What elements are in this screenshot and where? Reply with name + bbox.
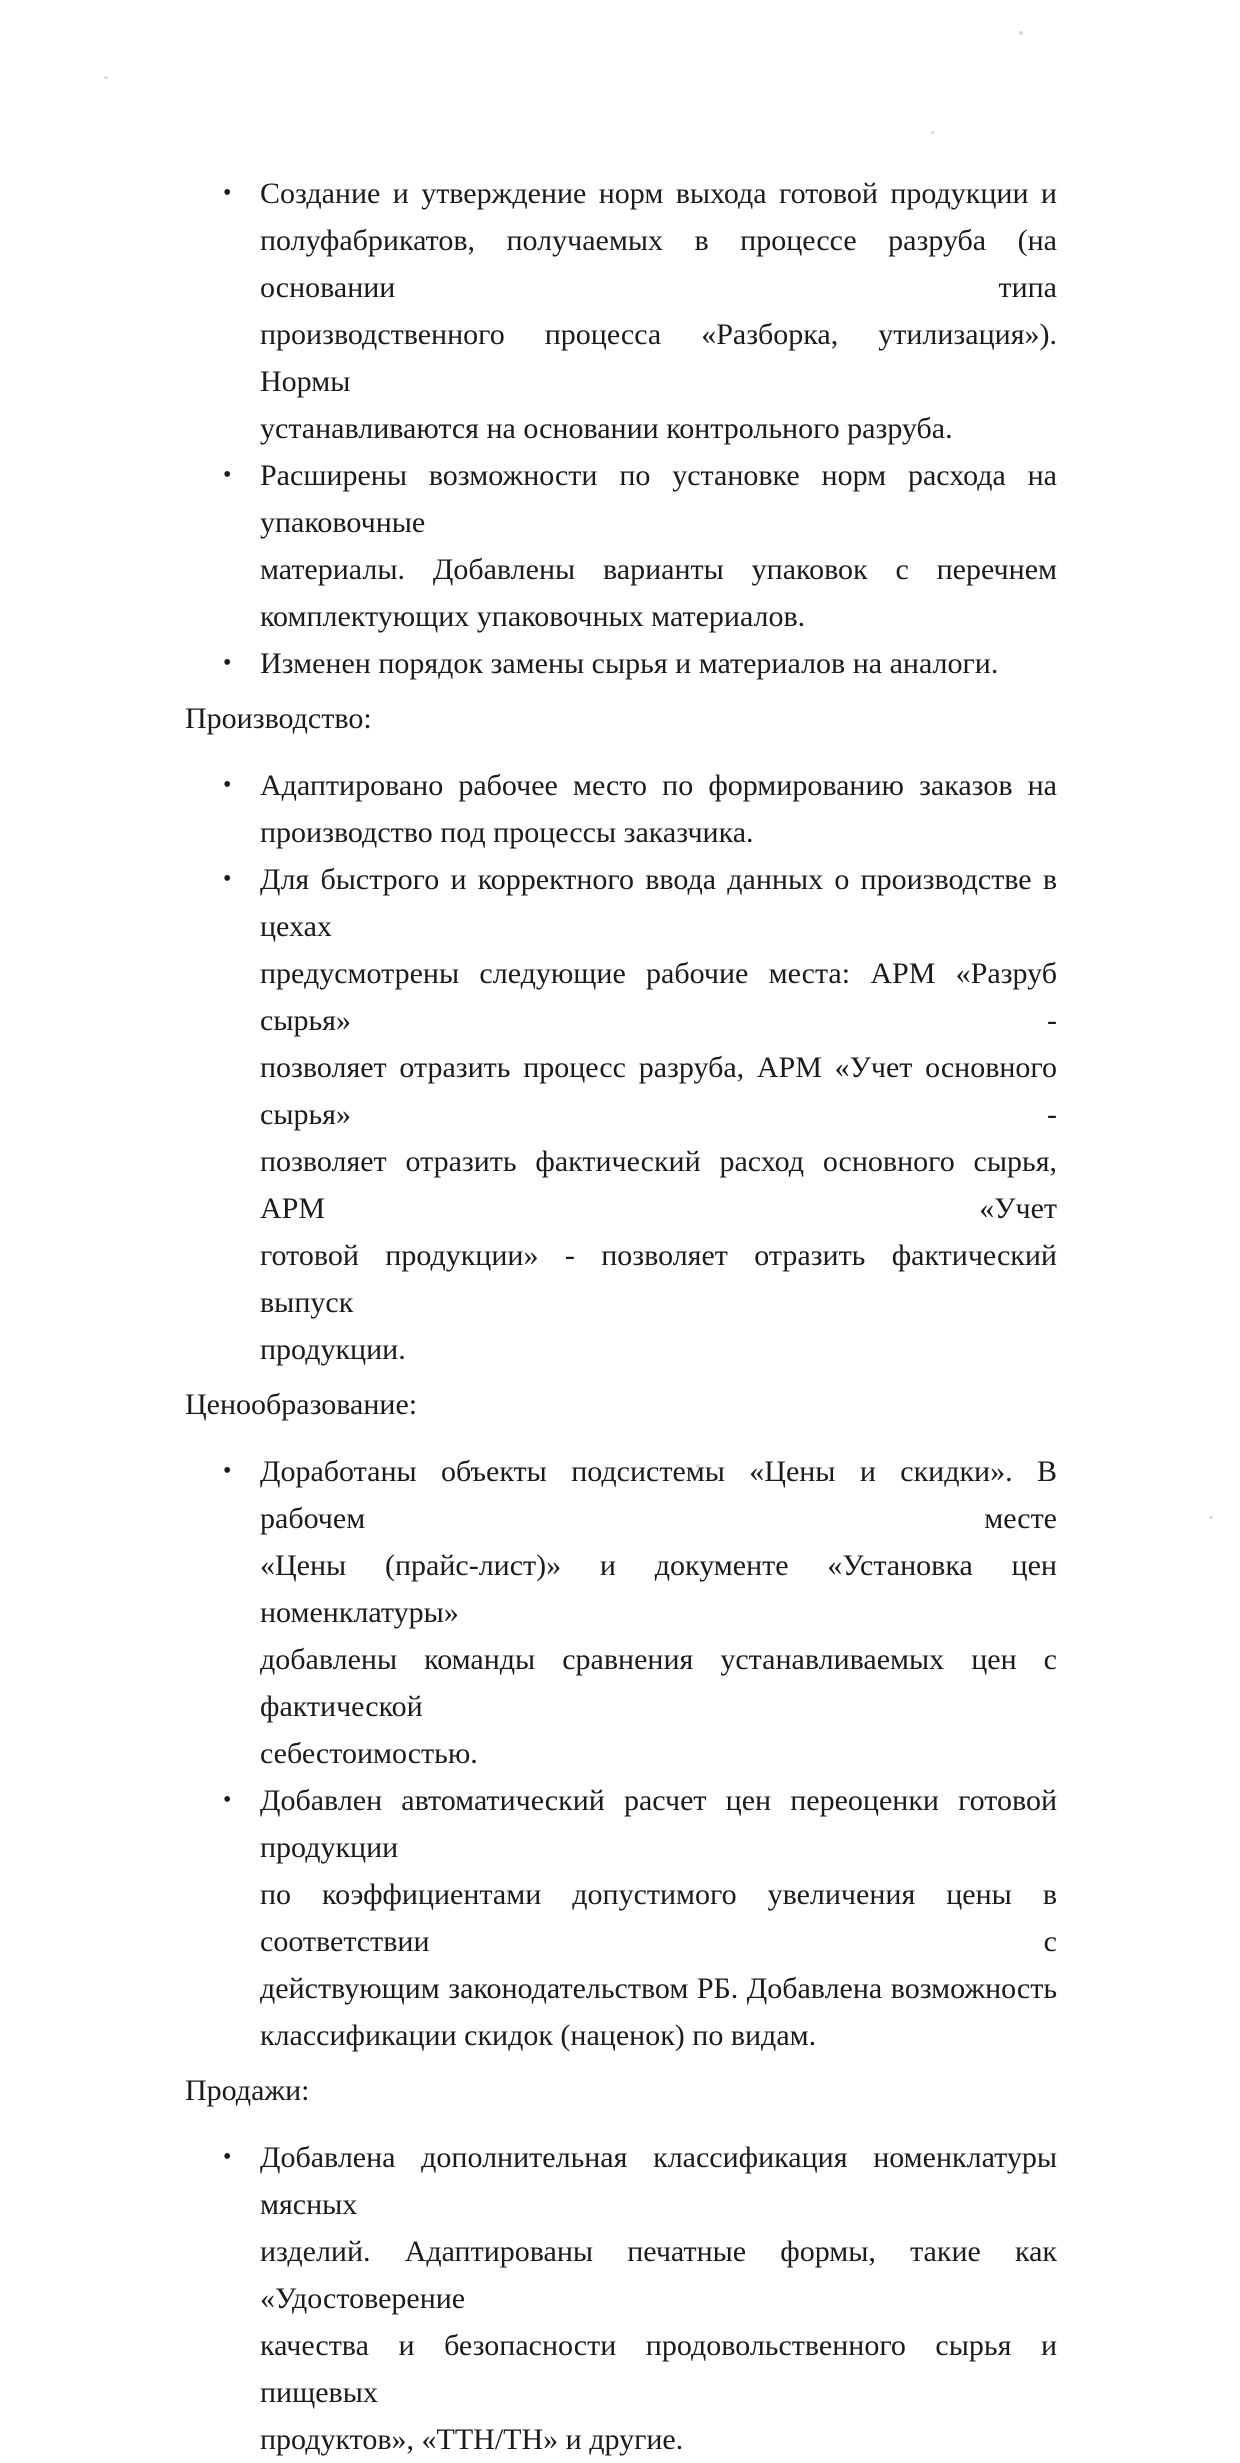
- bullet-icon: •: [223, 462, 232, 488]
- bullet-text: [260, 856, 1057, 1373]
- scan-speck: [1209, 1516, 1213, 1519]
- text-line: предусмотрены следующие рабочие места: АРМ «Разруб сырья» -: [260, 957, 1057, 1037]
- text-line: Для быстрого и корректного ввода данных о производстве в цехах: [260, 863, 1057, 943]
- text-line: классификации скидок (наценок) по видам.: [260, 2019, 817, 2052]
- bullet-text: [260, 1777, 1057, 2059]
- text-line: Создание и утверждение норм выхода готовой продукции и: [260, 177, 1057, 210]
- text-line: Изменен порядок замены сырья и материалов на аналоги.: [260, 647, 999, 680]
- text-line: комплектующих упаковочных материалов.: [260, 600, 806, 633]
- document-content: [185, 170, 1057, 2463]
- bullet-icon: •: [223, 866, 232, 892]
- bullet-icon: •: [223, 180, 232, 206]
- text-line: продуктов», «ТТН/ТН» и другие.: [260, 2423, 684, 2456]
- text-line: полуфабрикатов, получаемых в процессе разруба (на основании типа: [260, 224, 1057, 304]
- text-line: качества и безопасности продовольственного сырья и пищевых: [260, 2329, 1057, 2409]
- text-line: Адаптировано рабочее место по формированию заказов на: [260, 769, 1057, 802]
- bullet-text: [260, 1448, 1057, 1777]
- bullet-text: [260, 452, 1057, 640]
- text-line: готовой продукции» - позволяет отразить фактический выпуск: [260, 1239, 1057, 1319]
- section-heading: Производство:: [185, 702, 372, 735]
- text-line: продукции.: [260, 1333, 406, 1366]
- text-line: позволяет отразить фактический расход основного сырья, АРМ «Учет: [260, 1145, 1057, 1225]
- scan-speck: [1019, 31, 1023, 35]
- text-line: устанавливаются на основании контрольного разруба.: [260, 412, 953, 445]
- bullet-text: [260, 2134, 1057, 2463]
- bullet-icon: •: [223, 2144, 232, 2170]
- bullet-item: [185, 170, 1057, 452]
- bullet-text: [260, 170, 1057, 452]
- scan-speck: [931, 131, 934, 134]
- text-line: Добавлен автоматический расчет цен переоценки готовой продукции: [260, 1784, 1057, 1864]
- section-heading: Ценообразование:: [185, 1388, 418, 1421]
- bullet-text: [260, 640, 1057, 687]
- text-line: Расширены возможности по установке норм расхода на упаковочные: [260, 459, 1057, 539]
- bullet-item: [185, 2134, 1057, 2463]
- bullet-item: [185, 452, 1057, 640]
- text-line: материалы. Добавлены варианты упаковок с перечнем: [260, 553, 1057, 586]
- bullet-icon: •: [223, 1458, 232, 1484]
- text-line: Доработаны объекты подсистемы «Цены и скидки». В рабочем месте: [260, 1455, 1057, 1535]
- scan-speck: [104, 76, 108, 79]
- text-line: Добавлена дополнительная классификация номенклатуры мясных: [260, 2141, 1057, 2221]
- text-line: позволяет отразить процесс разруба, АРМ «Учет основного сырья» -: [260, 1051, 1057, 1131]
- text-line: производственного процесса «Разборка, утилизация»). Нормы: [260, 318, 1057, 398]
- bullet-text: [260, 762, 1057, 856]
- text-line: действующим законодательством РБ. Добавлена возможность: [260, 1972, 1057, 2005]
- text-line: изделий. Адаптированы печатные формы, такие как «Удостоверение: [260, 2235, 1057, 2315]
- bullet-item: [185, 762, 1057, 856]
- bullet-item: [185, 1448, 1057, 1777]
- bullet-icon: •: [223, 1787, 232, 1813]
- text-line: «Цены (прайс-лист)» и документе «Установка цен номенклатуры»: [260, 1549, 1057, 1629]
- bullet-item: [185, 1777, 1057, 2059]
- bullet-icon: •: [223, 772, 232, 798]
- text-line: себестоимостью.: [260, 1737, 478, 1770]
- text-line: по коэффициентами допустимого увеличения цены в соответствии с: [260, 1878, 1057, 1958]
- bullet-icon: •: [223, 650, 232, 676]
- bullet-item: [185, 856, 1057, 1373]
- bullet-item: [185, 640, 1057, 687]
- section-heading: Продажи:: [185, 2074, 310, 2107]
- text-line: добавлены команды сравнения устанавливаемых цен с фактической: [260, 1643, 1057, 1723]
- text-line: производство под процессы заказчика.: [260, 816, 754, 849]
